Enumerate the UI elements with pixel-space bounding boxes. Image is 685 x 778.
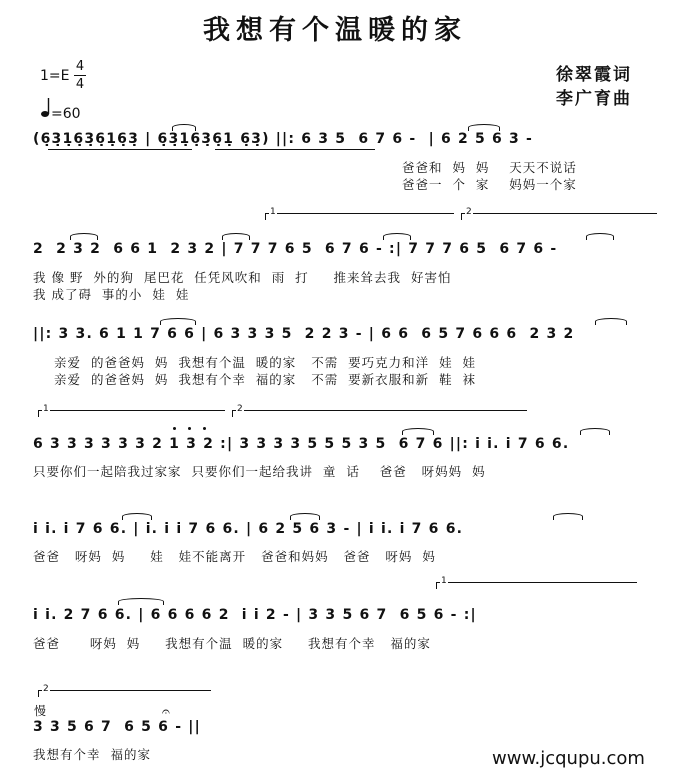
slur xyxy=(595,318,627,325)
accent-dot xyxy=(188,427,191,430)
lyrics-row-6: 爸爸 呀妈 妈 我想有个温 暖的家 我想有个幸 福的家 xyxy=(33,636,431,651)
accent-dot xyxy=(173,427,176,430)
score-row-7: 3 3 5 6 7 6 5 6 - || xyxy=(33,719,201,735)
volta-1: 1 xyxy=(38,410,225,417)
volta-1: 1 xyxy=(436,582,637,589)
volta-2: 2 xyxy=(38,690,211,697)
accent-dot xyxy=(203,427,206,430)
volta-2: 2 xyxy=(461,213,657,220)
watermark-url: www.jcqupu.com xyxy=(492,748,645,769)
score-row-6: i i. 2 7 6 6. | 6 6 6 6 2 i i 2 - | 3 3 5 6 7 6 5 6 - :| xyxy=(33,607,477,623)
slur xyxy=(122,513,152,520)
score-row-4: 6 3 3 3 3 3 3 2 1 3 2 :| 3 3 3 3 5 5 5 3 5 6 7 6 ||: i i. i 7 6 6. xyxy=(33,436,570,452)
volta-2: 2 xyxy=(232,410,527,417)
slur xyxy=(70,233,98,240)
lyrics-row-1-verse-1: 爸爸和 妈 妈 天天不说话 xyxy=(402,160,577,175)
tempo-slow-marking: 慢 xyxy=(34,704,48,718)
lyrics-row-1-verse-2: 爸爸一 个 家 妈妈一个家 xyxy=(402,177,577,192)
slur xyxy=(383,233,411,240)
slur xyxy=(402,428,434,435)
lyrics-row-7: 我想有个幸 福的家 xyxy=(33,747,151,762)
slur xyxy=(172,124,196,131)
lyricist-credit: 徐翠霞词 xyxy=(556,65,632,85)
slur xyxy=(586,233,614,240)
quarter-note-icon xyxy=(41,96,51,122)
lyrics-row-3-verse-2: 亲爱 的爸爸妈 妈 我想有个幸 福的家 不需 要新衣服和新 鞋 袜 xyxy=(54,372,477,387)
score-row-1: (6̣3̣1̣6̣3̣6̣1̣6̣3̣ | 6̣3̣1̣6̣3̣6̣1̣ 6̣3̣) ||: 6 3 5 6 7 6 - | 6 2 5 6 3 - xyxy=(33,131,534,147)
key-signature: 1=E xyxy=(40,68,70,84)
lyrics-row-3-verse-1: 亲爱 的爸爸妈 妈 我想有个温 暖的家 不需 要巧克力和洋 娃 娃 xyxy=(54,355,477,370)
time-signature-bottom: 4 xyxy=(75,77,85,92)
time-signature-top: 4 xyxy=(75,59,85,74)
beam-line xyxy=(48,149,192,150)
time-signature-line xyxy=(74,75,86,76)
slur xyxy=(290,513,320,520)
composer-credit: 李广育曲 xyxy=(556,89,632,109)
slur xyxy=(160,318,196,325)
volta-1: 1 xyxy=(265,213,454,220)
score-row-5: i i. i 7 6 6. | i. i i 7 6 6. | 6 2 5 6 3 - | i i. i 7 6 6. xyxy=(33,521,464,537)
slur xyxy=(553,513,583,520)
lyrics-row-5: 爸爸 呀妈 妈 娃 娃不能离开 爸爸和妈妈 爸爸 呀妈 妈 xyxy=(33,549,436,564)
lyrics-row-2-verse-2: 我 成了碍 事的小 娃 娃 xyxy=(33,287,190,302)
score-row-2: 2 2 3 2 6 6 1 2 3 2 | 7 7 7 6 5 6 7 6 - :| 7 7 7 6 5 6 7 6 - xyxy=(33,241,558,257)
slur xyxy=(580,428,610,435)
lyrics-row-2-verse-1: 我 像 野 外的狗 尾巴花 任凭风吹和 雨 打 推来耸去我 好害怕 xyxy=(33,270,452,285)
slur xyxy=(468,124,500,131)
fermata-icon: 𝄐 xyxy=(162,704,170,720)
slur xyxy=(222,233,250,240)
lyrics-row-4: 只要你们一起陪我过家家 只要你们一起给我讲 童 话 爸爸 呀妈妈 妈 xyxy=(33,464,486,479)
tempo-marking: =60 xyxy=(51,106,81,122)
beam-line xyxy=(215,149,375,150)
song-title: 我想有个温暖的家 xyxy=(203,15,467,46)
score-row-3: ||: 3 3. 6 1 1 7 6 6 | 6 3 3 3 5 2 2 3 - | 6 6 6 5 7 6 6 6 2 3 2 xyxy=(33,326,575,342)
slur xyxy=(118,598,164,605)
